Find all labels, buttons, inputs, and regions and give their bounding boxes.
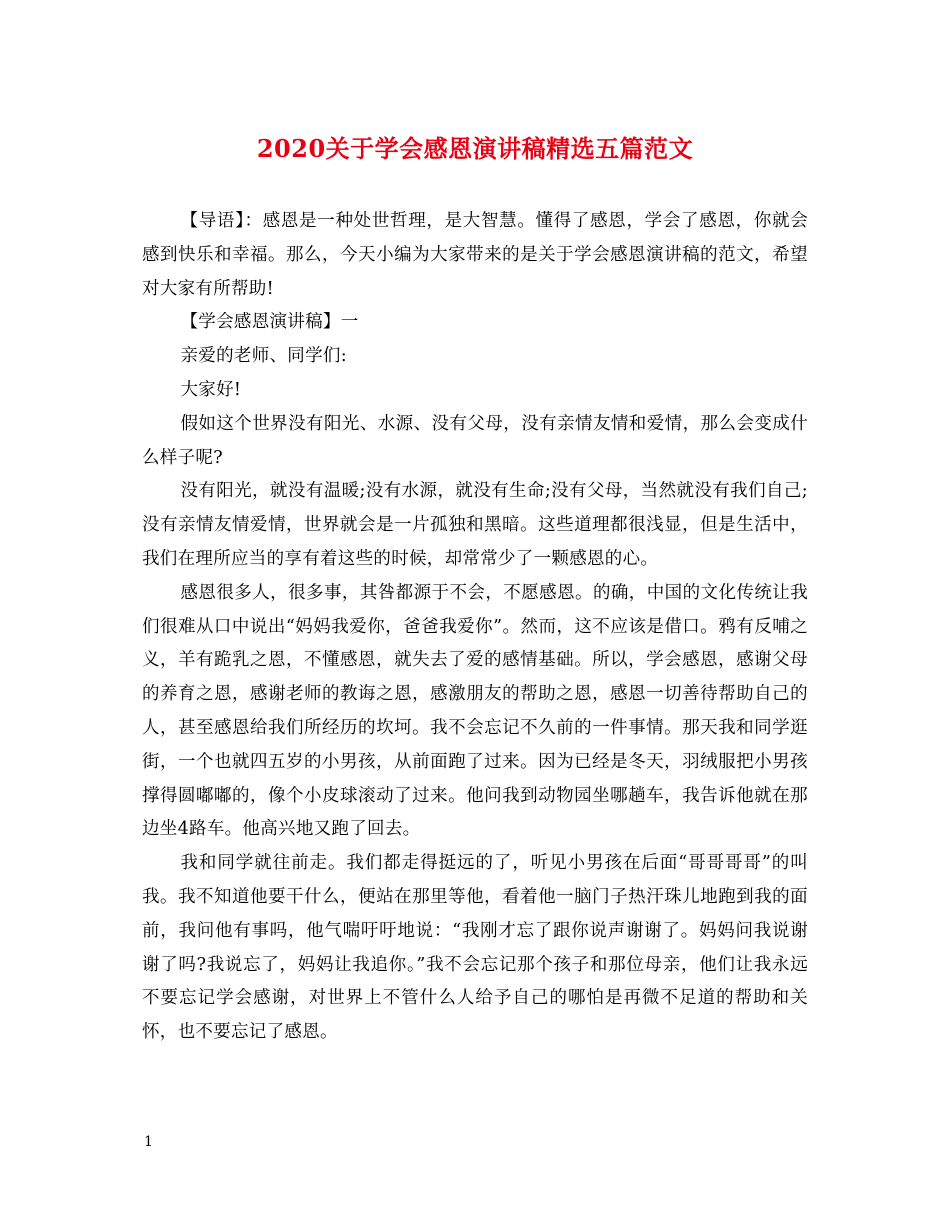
body-paragraph: 假如这个世界没有阳光、水源、没有父母，没有亲情友情和爱情，那么会变成什么样子呢? xyxy=(142,413,808,468)
salutation: 亲爱的老师、同学们: xyxy=(180,346,347,367)
intro-paragraph: 【导语】：感恩是一种处世哲理，是大智慧。懂得了感恩，学会了感恩，你就会感到快乐和幸福。那么，今天小编为大家带来的是关于学会感恩演讲稿的范文，希望对大家有所帮助! xyxy=(142,211,808,299)
body-paragraph: 我和同学就往前走。我们都走得挺远的了，听见小男孩在后面“哥哥哥哥”的叫我。我不知道他要干什么，便站在那里等他，看着他一脑门子热汗珠儿地跑到我的面前，我问他有事吗，他气喘吁吁地说：“我刚才忘了跟你说声谢谢了。妈妈问我说谢谢了吗?我说忘了，妈妈让我追你。”我不会忘记那个孩子和那位母亲，他们让我永远不要忘记学会感谢，对世界上不管什么人给予自己的哪怕是再微不足道的帮助和关怀，也不要忘记了感恩。 xyxy=(142,853,808,1043)
body-paragraph: 感恩很多人，很多事，其咎都源于不会，不愿感恩。的确，中国的文化传统让我们很难从口中说出“妈妈我爱你，爸爸我爱你”。然而，这不应该是借口。鸦有反哺之义，羊有跪乳之恩，不懂感恩，就失去了爱的感情基础。所以，学会感恩，感谢父母的养育之恩，感谢老师的教诲之恩，感激朋友的帮助之恩，感恩一切善待帮助自己的人，甚至感恩给我们所经历的坎坷。我不会忘记不久前的一件事情。那天我和同学逛街，一个也就四五岁的小男孩，从前面跑了过来。因为已经是冬天，羽绒服把小男孩撑得圆嘟嘟的，像个小皮球滚动了过来。他问我到动物园坐哪趟车，我告诉他就在那边坐4路车。他高兴地又跑了回去。 xyxy=(142,582,808,840)
body-paragraph: 没有阳光，就没有温暖;没有水源，就没有生命;没有父母，当然就没有我们自己;没有亲情友情爱情，世界就会是一片孤独和黑暗。这些道理都很浅显，但是生活中，我们在理所应当的享有着这些的时候，却常常少了一颗感恩的心。 xyxy=(142,481,808,569)
page-number: 1 xyxy=(144,1134,153,1150)
section-heading: 【学会感恩演讲稿】一 xyxy=(180,312,359,333)
document-body xyxy=(142,205,808,1050)
document-title: 2020关于学会感恩演讲稿精选五篇范文 xyxy=(256,134,694,163)
greeting: 大家好! xyxy=(180,379,242,400)
